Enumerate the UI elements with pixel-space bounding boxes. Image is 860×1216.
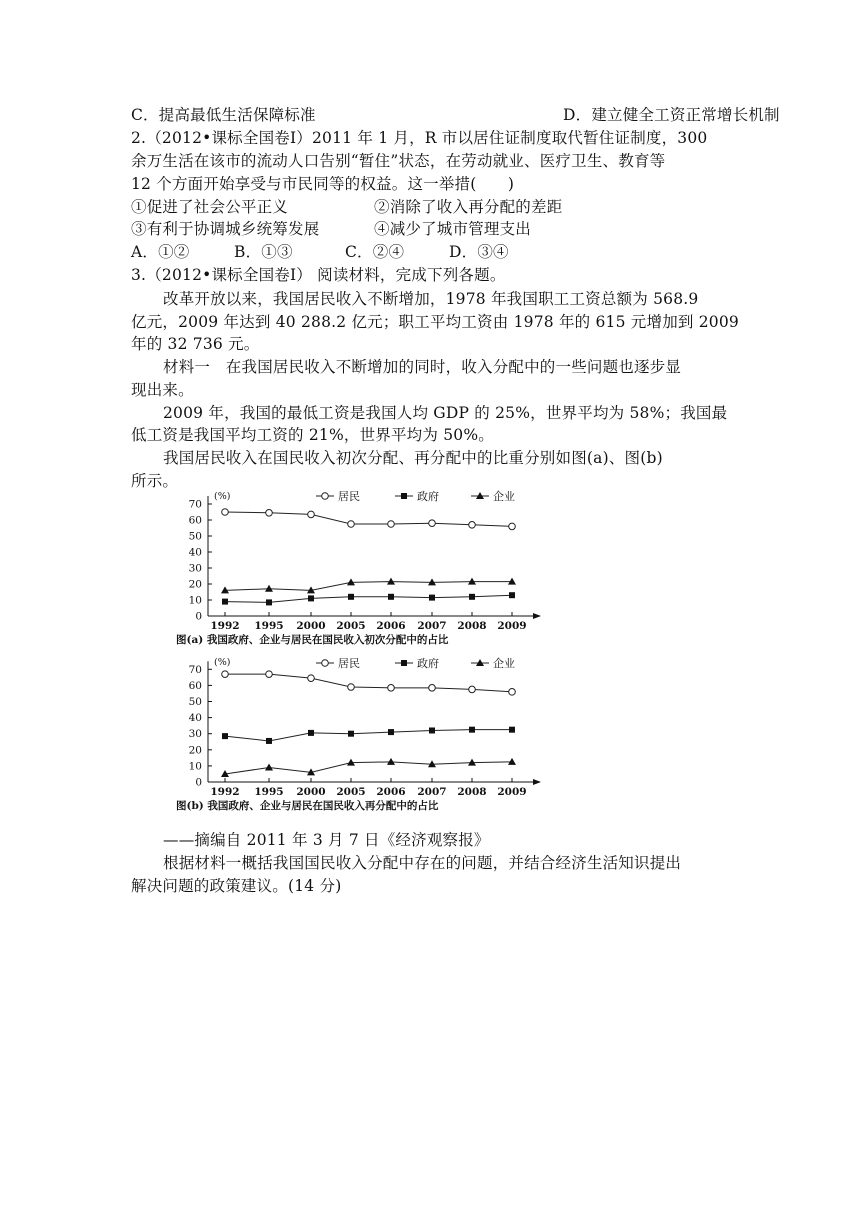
series-government-point [469,594,475,600]
series-resident-point [266,671,273,678]
series-resident-point [308,675,315,682]
choice-b: B．①③ [234,243,293,261]
series-government-point [429,595,435,601]
series-resident-point [388,685,395,692]
x-tick-label: 2007 [417,786,447,798]
x-tick-label: 2000 [296,620,326,632]
legend-enterprise-label: 企业 [493,490,515,503]
series-enterprise-point [265,764,273,771]
series-government-point [469,727,475,733]
series-resident-point [222,509,229,516]
y-tick-label: 70 [188,663,202,676]
legend-government-label: 政府 [417,490,439,503]
series-resident-point [509,689,516,696]
paragraph-3-line-2: 低工资是我国平均工资的 21%，世界平均为 50%。 [131,426,494,444]
series-government-point [222,599,228,605]
series-resident-point [429,520,436,527]
series-enterprise-point [508,578,516,585]
legend-enterprise-label: 企业 [493,657,515,670]
y-tick-label: 50 [188,696,202,708]
statement-2: ②消除了收入再分配的差距 [374,198,563,216]
choice-a: A．①② [131,243,190,261]
x-tick-label: 2006 [376,786,406,798]
option-c: C．提高最低生活保障标准 [131,106,316,124]
series-enterprise-point [265,585,273,592]
question-2-line-2: 余万生活在该市的流动人口告别“暂住”状态，在劳动就业、医疗卫生、教育等 [131,152,666,170]
question-2-line-1: 2.（2012•课标全国卷Ⅰ）2011 年 1 月，R 市以居住证制度取代暂住证制度，300 [131,129,708,147]
series-government-point [388,594,394,600]
series-government-point [222,733,228,739]
series-resident-point [348,684,355,691]
chart-caption: 图(b) 我国政府、企业与居民在国民收入再分配中的占比 [176,800,439,812]
y-tick-label: 40 [188,546,202,559]
y-axis-unit-label: (%) [214,657,231,668]
series-government-point [266,599,272,605]
y-tick-label: 0 [195,776,202,789]
y-tick-label: 20 [188,578,202,591]
legend-government-marker [401,660,407,666]
x-tick-label: 2005 [336,786,366,798]
series-government-point [308,595,314,601]
series-government-point [509,727,515,733]
series-government-point [348,594,354,600]
series-resident-point [388,521,395,528]
x-tick-label: 2009 [497,786,527,798]
series-government-point [509,592,515,598]
y-tick-label: 40 [188,712,202,725]
x-tick-label: 2000 [296,786,326,798]
x-axis-arrow [533,613,541,619]
statement-1: ①促进了社会公平正义 [131,198,289,216]
series-resident-point [509,523,516,530]
material-1-line-1: 材料一 在我国居民收入不断增加的同时，收入分配中的一些问题也逐步显 [163,358,682,376]
task-line-2: 解决问题的政策建议。(14 分) [131,877,342,895]
series-resident-point [348,521,355,528]
series-enterprise-point [508,758,516,765]
y-tick-label: 60 [188,679,202,692]
x-tick-label: 2009 [497,620,527,632]
answer-choices [131,241,509,263]
y-tick-label: 70 [188,498,202,511]
y-tick-label: 20 [188,744,202,757]
x-tick-label: 2008 [457,620,487,632]
x-tick-label: 1992 [210,786,240,798]
series-enterprise-point [387,578,395,585]
x-tick-label: 2006 [376,620,406,632]
series-government-point [429,727,435,733]
paragraph-1-line-2: 亿元，2009 年达到 40 288.2 亿元；职工平均工资由 1978 年的 615 元增加到 2009 [131,313,739,331]
material-1-line-2: 现出来。 [131,381,194,399]
chart-caption: 图(a) 我国政府、企业与居民在国民收入初次分配中的占比 [176,634,449,646]
series-resident-point [429,685,436,692]
chart-b-svg [176,654,546,814]
chart-a-svg [176,486,546,648]
previous-options-line [131,104,780,126]
series-resident-point [469,522,476,529]
legend-resident-label: 居民 [338,490,360,503]
x-tick-label: 2007 [417,620,447,632]
series-government-point [308,730,314,736]
chart-a [176,486,546,652]
paragraph-1-line-3: 年的 32 736 元。 [131,335,260,353]
y-tick-label: 30 [188,562,202,575]
y-tick-label: 30 [188,728,202,741]
x-tick-label: 2005 [336,620,366,632]
statement-4: ④减少了城市管理支出 [374,220,532,238]
x-tick-label: 1992 [210,620,240,632]
paragraph-1-line-1: 改革开放以来，我国居民收入不断增加，1978 年我国职工工资总额为 568.9 [163,290,699,308]
series-resident-point [222,671,229,678]
series-enterprise-point [468,578,476,585]
x-tick-label: 1995 [254,620,284,632]
legend-resident-marker [322,493,329,500]
paragraph-4-line-1: 我国居民收入在国民收入初次分配、再分配中的比重分别如图(a)、图(b) [163,449,663,467]
statement-3: ③有利于协调城乡统筹发展 [131,220,320,238]
question-3-header: 3.（2012•课标全国卷Ⅰ） 阅读材料，完成下列各题。 [131,266,506,284]
choice-d: D．③④ [449,243,509,261]
series-resident-point [308,511,315,518]
y-axis-unit-label: (%) [214,491,231,502]
y-tick-label: 0 [195,610,202,623]
source-citation: ——摘编自 2011 年 3 月 7 日《经济观察报》 [163,831,490,849]
chart-b [176,654,546,818]
statement-row-1 [131,196,563,218]
statement-row-2 [131,218,532,240]
paragraph-4-line-2: 所示。 [131,472,179,490]
option-d: D．建立健全工资正常增长机制 [563,106,780,124]
series-resident-point [266,510,273,517]
choice-c: C．②④ [345,243,405,261]
series-enterprise-point [387,758,395,765]
y-tick-label: 50 [188,530,202,543]
x-tick-label: 1995 [254,786,284,798]
y-tick-label: 60 [188,514,202,527]
series-government-point [388,729,394,735]
task-line-1: 根据材料一概括我国国民收入分配中存在的问题，并结合经济生活知识提出 [163,854,682,872]
x-axis-arrow [533,779,541,785]
series-government-point [348,731,354,737]
question-2-line-3: 12 个方面开始享受与市民同等的权益。这一举措( ) [131,175,515,193]
legend-resident-label: 居民 [338,657,360,670]
series-government-point [266,738,272,744]
paragraph-3-line-1: 2009 年，我国的最低工资是我国人均 GDP 的 25%，世界平均为 58%；我国最 [163,404,728,422]
legend-resident-marker [322,660,329,667]
legend-government-label: 政府 [417,657,439,670]
y-tick-label: 10 [188,760,202,773]
legend-government-marker [401,493,407,499]
y-tick-label: 10 [188,594,202,607]
x-tick-label: 2008 [457,786,487,798]
series-resident-point [469,686,476,693]
